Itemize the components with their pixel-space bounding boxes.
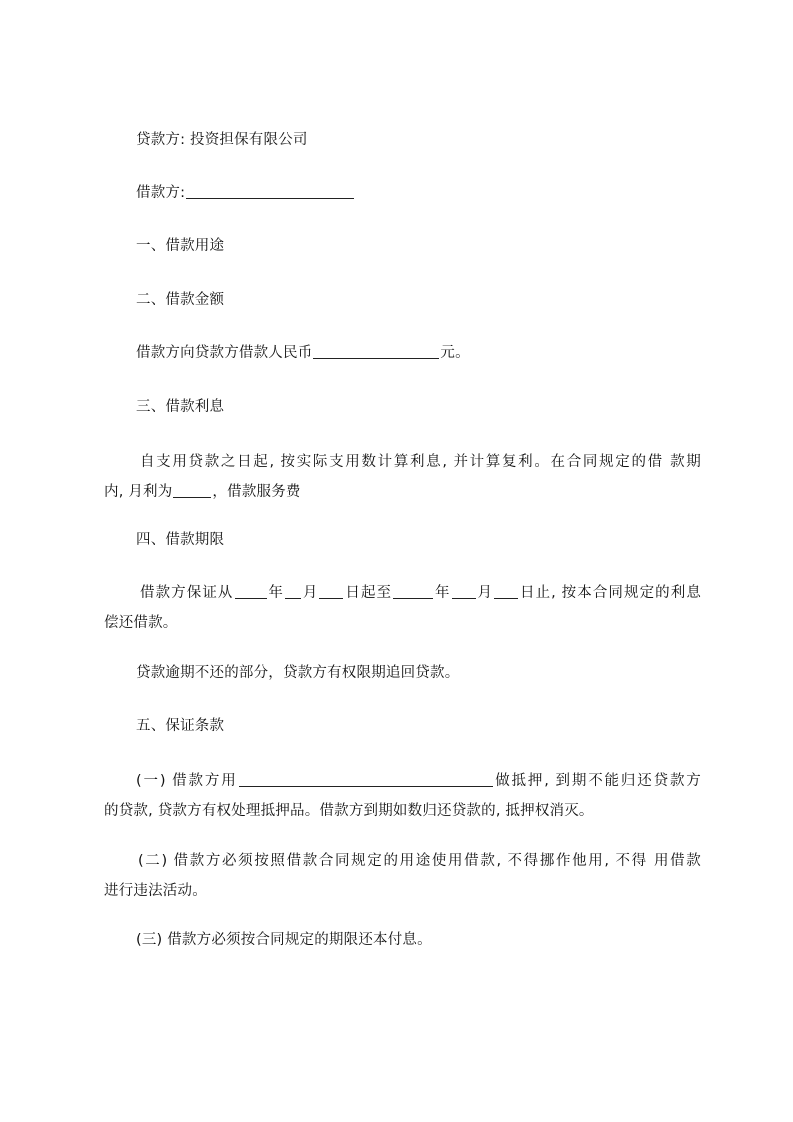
borrower-blank <box>186 183 354 199</box>
amount-text: 借款方向贷款方借款人民币 <box>136 345 313 361</box>
end-day-blank <box>494 583 518 599</box>
borrower-line <box>104 182 736 205</box>
amount-line <box>104 342 736 365</box>
term-line-1 <box>104 578 701 608</box>
clause-3-line: (三) 借款方必须按合同规定的期限还本付息。 <box>136 932 432 948</box>
clause-1-line-1 <box>104 766 701 796</box>
start-day-blank <box>319 583 343 599</box>
term-year-1: 年 <box>267 585 284 601</box>
clause-1-paragraph <box>104 766 701 826</box>
section-4-title: 四、借款期限 <box>136 532 225 548</box>
term-month-2: 月 <box>476 585 494 601</box>
overdue-line: 贷款逾期不还的部分，贷款方有权限期追回贷款。 <box>136 665 460 681</box>
lender-label: 贷款方: <box>136 132 190 148</box>
clause-2-line-2: 进行违法活动。 <box>104 883 207 899</box>
collateral-blank <box>239 771 493 787</box>
term-month-1: 月 <box>302 585 319 601</box>
term-year-2: 年 <box>434 585 451 601</box>
interest-rate-blank <box>173 482 211 498</box>
borrower-label: 借款方: <box>136 185 186 201</box>
section-3-title: 三、借款利息 <box>136 399 225 415</box>
term-day-1: 日起至 <box>344 585 393 601</box>
term-day-2: 日止, 按本合同规定的利息 <box>519 585 702 601</box>
amount-unit: 元。 <box>440 345 470 361</box>
end-year-blank <box>393 583 433 599</box>
start-year-blank <box>235 583 267 599</box>
interest-line-2 <box>104 477 701 507</box>
section-5-title: 五、保证条款 <box>136 718 225 734</box>
start-month-blank <box>285 583 301 599</box>
clause-1-line-2: 的贷款, 贷款方有权处理抵押品。借款方到期如数归还贷款的, 抵押权消灭。 <box>104 803 594 819</box>
section-2-title: 二、借款金额 <box>136 292 225 308</box>
clause-2-line-1: (二) 借款方必须按照借款合同规定的用途使用借款, 不得挪作他用, 不得 用借款 <box>138 853 701 869</box>
service-fee-label: ，借款服务费 <box>212 484 301 500</box>
interest-line-1: 自支用贷款之日起, 按实际支用数计算利息, 并计算复利。在合同规定的借 款期 <box>140 454 701 470</box>
amount-blank <box>313 343 439 359</box>
term-paragraph <box>104 578 701 638</box>
term-line-2: 偿还借款。 <box>104 615 178 631</box>
clause-2-paragraph <box>104 846 701 906</box>
clause-1-text-end: 做抵押, 到期不能归还贷款方 <box>493 773 701 789</box>
end-month-blank <box>452 583 476 599</box>
interest-paragraph <box>104 447 701 507</box>
term-text-start: 借款方保证从 <box>140 585 234 601</box>
lender-line <box>104 129 736 152</box>
lender-name: 投资担保有限公司 <box>190 132 308 148</box>
interest-rate-label: 内, 月利为 <box>104 484 173 500</box>
section-1-title: 一、借款用途 <box>136 238 225 254</box>
clause-1-text-start: (一) 借款方用 <box>136 773 238 789</box>
